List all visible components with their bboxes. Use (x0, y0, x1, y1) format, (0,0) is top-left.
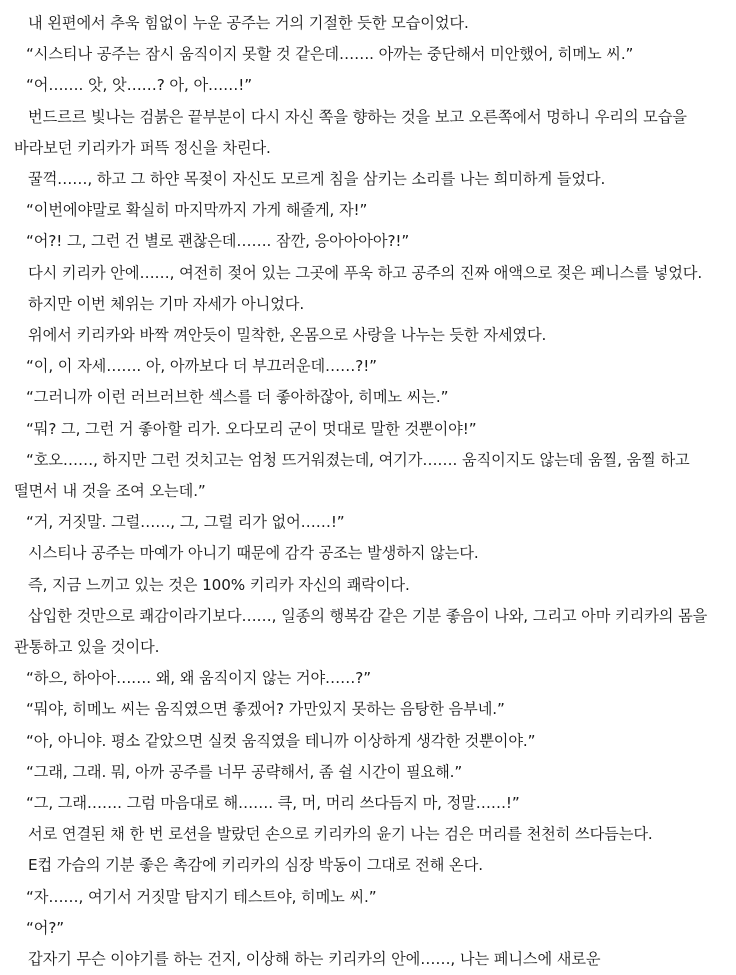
paragraph: 다시 키리카 안에……, 여전히 젖어 있는 그곳에 푸욱 하고 공주의 진짜 애액으로 젖은 페니스를 넣었다. (28, 263, 703, 282)
paragraph: “어……. 앗, 앗……? 아, 아……!” (26, 76, 252, 95)
paragraph: 하지만 이번 체위는 기마 자세가 아니었다. (28, 294, 305, 313)
paragraph: 번드르르 빛나는 검붉은 끝부분이 다시 자신 쪽을 향하는 것을 보고 오른쪽에서 멍하니 우리의 모습을 바라보던 키리카가 퍼뜩 정신을 차린다. (14, 107, 692, 157)
paragraph: 시스티나 공주는 마예가 아니기 때문에 감각 공조는 발생하지 않는다. (28, 544, 479, 563)
paragraph: “그, 그래……. 그럼 마음대로 해……. 큭, 머, 머리 쓰다듬지 마, 정말……!” (26, 794, 520, 813)
paragraph: “그래, 그래. 뭐, 아까 공주를 너무 공략해서, 좀 쉴 시간이 필요해.” (26, 762, 463, 781)
paragraph: “그러니까 이런 러브러브한 섹스를 더 좋아하잖아, 히메노 씨는.” (26, 388, 449, 407)
paragraph: “뭐야, 히메노 씨는 움직였으면 좋겠어? 가만있지 못하는 음탕한 음부네.” (26, 700, 505, 719)
paragraph: 갑자기 무슨 이야기를 하는 건지, 이상해 하는 키리카의 안에……, 나는 페니스에 새로운 (28, 950, 601, 969)
paragraph: 즉, 지금 느끼고 있는 것은 100% 키리카 자신의 쾌락이다. (28, 575, 410, 594)
paragraph: “이, 이 자세……. 아, 아까보다 더 부끄러운데……?!” (26, 357, 377, 376)
paragraph: 위에서 키리카와 바짝 껴안듯이 밀착한, 온몸으로 사랑을 나누는 듯한 자세였다. (28, 326, 547, 345)
paragraph: E컵 가슴의 기분 좋은 촉감에 키리카의 심장 박동이 그대로 전해 온다. (28, 856, 483, 875)
paragraph: “이번에야말로 확실히 마지막까지 가게 해줄게, 자!” (26, 201, 368, 220)
paragraph: “호오……, 하지만 그런 것치고는 엄청 뜨거워졌는데, 여기가……. 움직이지도 않는데 움찔, 움찔 하고 떨면서 내 것을 조여 오는데.” (14, 450, 695, 501)
paragraph: “어?! 그, 그런 건 별로 괜찮은데……. 잠깐, 응아아아아?!” (26, 232, 410, 251)
paragraph: 꿀꺽……, 하고 그 하얀 목젖이 자신도 모르게 침을 삼키는 소리를 나는 희미하게 들었다. (28, 170, 606, 189)
paragraph: “하으, 하아아……. 왜, 왜 움직이지 않는 거야……?” (26, 669, 371, 688)
paragraph: “아, 아니야. 평소 같았으면 실컷 움직였을 테니까 이상하게 생각한 것뿐이야.” (26, 731, 536, 750)
paragraph: “시스티나 공주는 잠시 움직이지 못할 것 같은데……. 아까는 중단해서 미안했어, 히메노 씨.” (26, 45, 634, 64)
paragraph: “어?” (26, 918, 65, 937)
paragraph: 삽입한 것만으로 쾌감이라기보다……, 일종의 행복감 같은 기분 좋음이 나와, 그리고 아마 키리카의 몸을 관통하고 있을 것이다. (14, 606, 712, 657)
paragraph: 내 왼편에서 추욱 힘없이 누운 공주는 거의 기절한 듯한 모습이었다. (28, 14, 469, 32)
paragraph: “거, 거짓말. 그럴……, 그, 그럴 리가 없어……!” (26, 513, 345, 532)
paragraph: 서로 연결된 채 한 번 로션을 발랐던 손으로 키리카의 윤기 나는 검은 머리를 천천히 쓰다듬는다. (28, 825, 653, 844)
paragraph: “자……, 여기서 거짓말 탐지기 테스트야, 히메노 씨.” (26, 887, 377, 906)
paragraph: “뭐? 그, 그런 거 좋아할 리가. 오다모리 군이 멋대로 말한 것뿐이야!” (26, 419, 477, 438)
